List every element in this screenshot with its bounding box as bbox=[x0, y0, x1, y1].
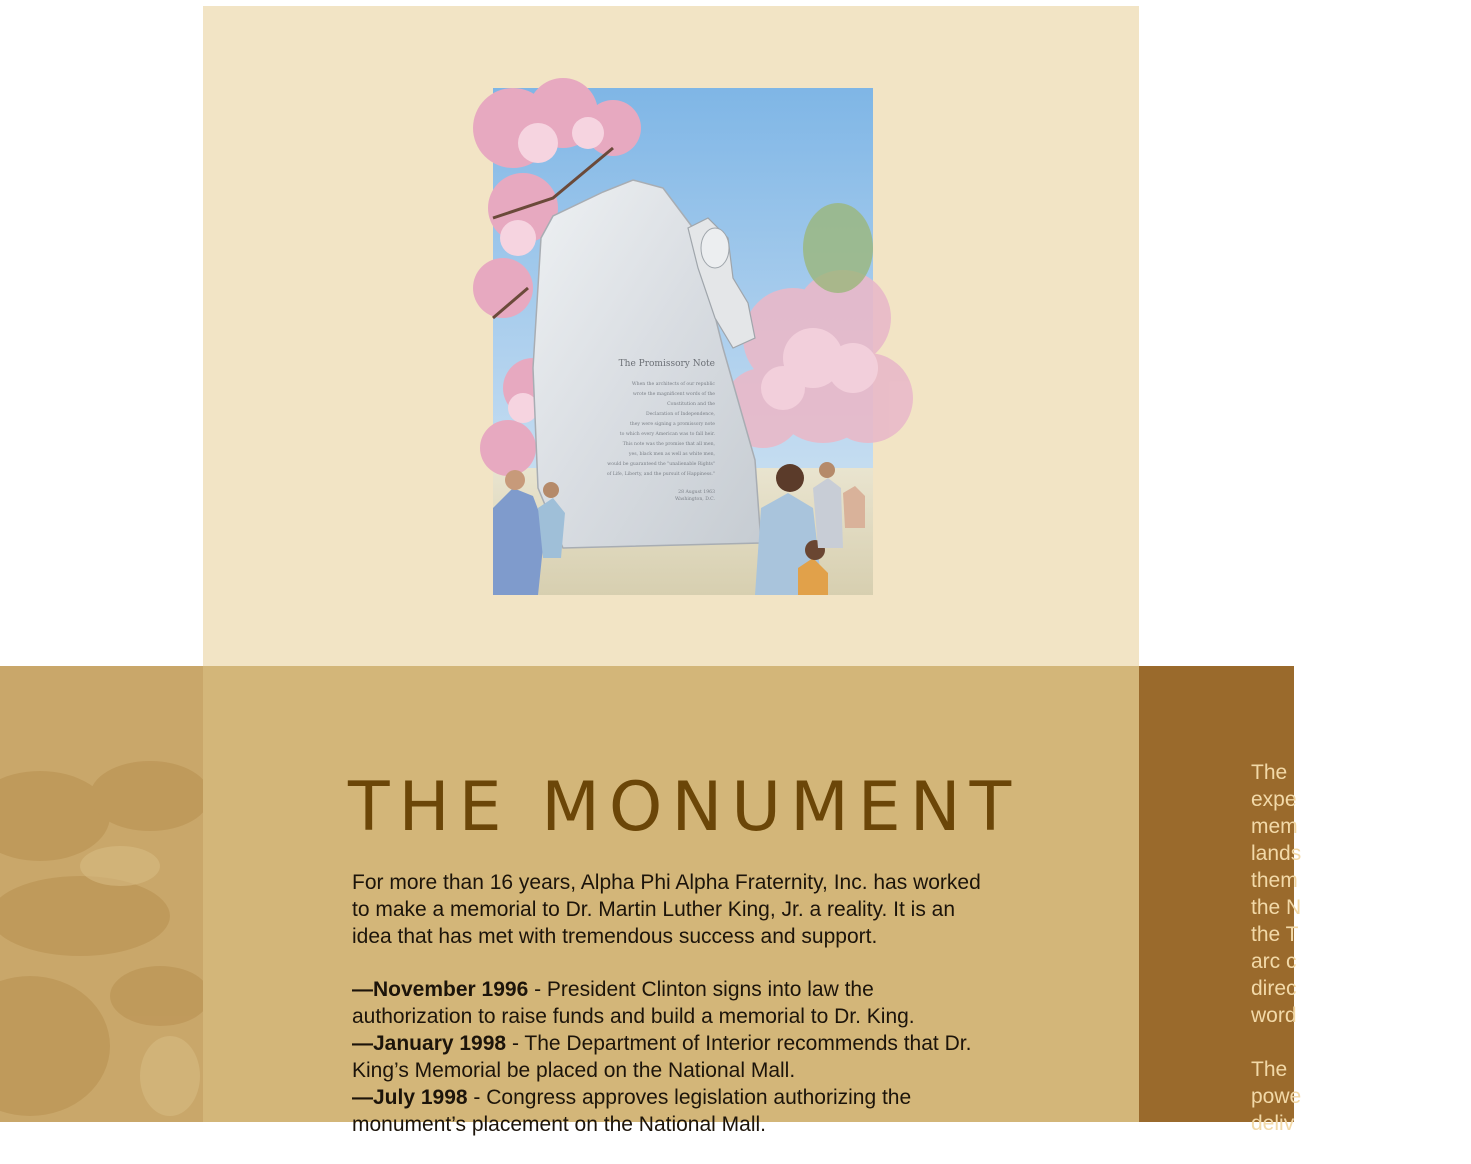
inscription-line: of Life, Liberty, and the pursuit of Happiness." bbox=[606, 472, 715, 477]
right-line: The bbox=[1251, 1058, 1288, 1081]
right-line: word bbox=[1251, 1004, 1297, 1027]
right-column-text bbox=[1251, 759, 1471, 1164]
inscription-date: 28 August 1963 bbox=[678, 490, 715, 495]
section-title: THE MONUMENT bbox=[348, 768, 1021, 847]
timeline-text: - President Clinton signs into law the authorization to raise funds and build a memorial to Dr. King. bbox=[352, 978, 915, 1028]
timeline-item bbox=[352, 976, 992, 1030]
timeline-text: - Congress approves legislation authorizing the monument’s placement on the National Mall. bbox=[352, 1086, 912, 1136]
right-line: mem bbox=[1251, 815, 1298, 838]
timeline-date: —January 1998 bbox=[352, 1032, 507, 1055]
right-line: expe bbox=[1251, 788, 1297, 811]
timeline-item bbox=[352, 1084, 992, 1138]
inscription-line: When the architects of our republic bbox=[631, 382, 715, 387]
timeline-date: —July 1998 bbox=[352, 1086, 468, 1109]
right-paragraph-2 bbox=[1251, 1056, 1471, 1137]
inscription-title: The Promissory Note bbox=[618, 359, 715, 369]
inscription-line: wrote the magnificent words of the bbox=[632, 392, 715, 397]
timeline-list bbox=[352, 976, 992, 1138]
right-line: arc c bbox=[1251, 950, 1297, 973]
right-line: them bbox=[1251, 869, 1298, 892]
inscription-line: to which every American was to fall heir. bbox=[619, 432, 715, 437]
inscription-line: yes, black men as well as white men, bbox=[628, 452, 715, 457]
right-line: the T bbox=[1251, 923, 1299, 946]
right-line: The bbox=[1251, 761, 1288, 784]
top-panel bbox=[203, 6, 1139, 666]
monument-section bbox=[203, 666, 1139, 1136]
right-line: the N bbox=[1251, 896, 1302, 919]
timeline-text: - The Department of Interior recommends that Dr. King’s Memorial be placed on the National Mall. bbox=[352, 1032, 972, 1082]
inscription-line: Declaration of Independence, bbox=[646, 412, 715, 417]
right-column bbox=[1139, 666, 1302, 1135]
inscription-line: they were signing a promissory note bbox=[629, 422, 715, 427]
right-line: deliv bbox=[1251, 1112, 1295, 1135]
right-line: direc bbox=[1251, 977, 1297, 1000]
timeline-item bbox=[352, 1030, 992, 1084]
inscription-line: would be guaranteed the "unalienable Rights" bbox=[607, 462, 715, 467]
right-paragraph-1 bbox=[1251, 759, 1471, 1029]
inscription-line: Constitution and the bbox=[667, 402, 715, 407]
timeline-date: —November 1996 bbox=[352, 978, 529, 1001]
inscription-place: Washington, D.C. bbox=[674, 497, 715, 502]
right-line: lands bbox=[1251, 842, 1302, 865]
intro-paragraph: For more than 16 years, Alpha Phi Alpha Fraternity, Inc. has worked to make a memorial to Dr. Martin Luther King, Jr. a reality. It is an idea that has met with tremendous success and support. bbox=[352, 871, 981, 948]
right-line: powe bbox=[1251, 1085, 1302, 1108]
left-decorative-band bbox=[0, 666, 203, 1122]
monument-illustration bbox=[493, 88, 873, 595]
inscription-line: This note was the promise that all men, bbox=[622, 442, 715, 447]
